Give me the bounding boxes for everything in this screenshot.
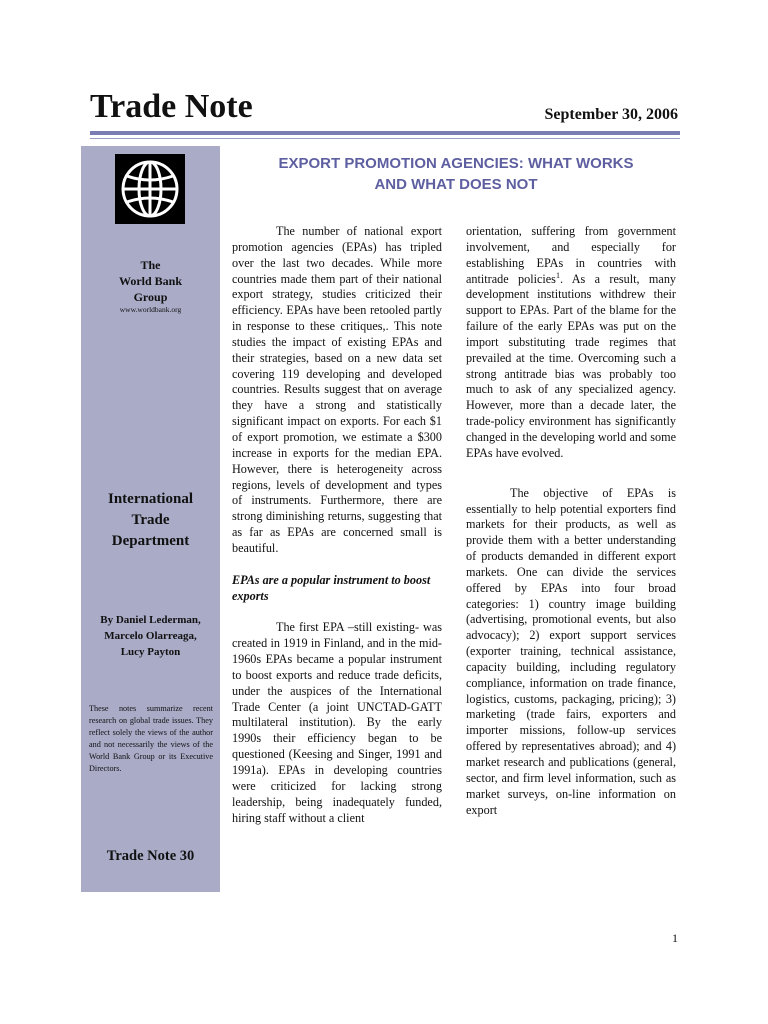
department-name: International Trade Department bbox=[107, 491, 193, 549]
masthead-rule-thin bbox=[90, 138, 680, 139]
paragraph-continued: orientation, suffering from government involvement, and especially for establishing EPAs in countries with antitrade policies$^1$. As a result, many development institutions withdrew their support to EPAs. Part of the blame for the failure of the early EPAs was put on the import substituting trade regimes that prevailed at the time. Overcoming such a strong antitrade bias was probably too much to ask of any specialized agency. However, more than a decade later, the trade-policy environment has significantly changed in the developing world and some EPAs have evolved. bbox=[466, 224, 677, 460]
body-column-left bbox=[232, 224, 442, 826]
organization-name: The World Bank Group bbox=[118, 258, 183, 304]
masthead-title: Trade Note bbox=[90, 88, 253, 125]
article-headline: EXPORT PROMOTION AGENCIES: WHAT WORKS AND WHAT DOES NOT bbox=[278, 155, 634, 193]
section-subheading: EPAs are a popular instrument to boost exports bbox=[232, 572, 431, 603]
footnote-marker[interactable]: 1 bbox=[555, 270, 560, 280]
publication-date: September 30, 2006 bbox=[544, 106, 678, 123]
authors: By Daniel Lederman, Marcelo Olarreaga, Lucy Payton bbox=[100, 614, 201, 658]
paragraph-intro: The number of national export promotion agencies (EPAs) has tripled over the last two decades. While more countries made them part of their national export strategy, studies criticized their efficiency. EPAs have been retooled partly in response to these critiques,. This note studies the impact of existing EPAs and their strategies, based on a new data set covering 119 developing and developed countries. Results suggest that on average they have a strong and statistically significant impact on exports. For each $1 of export promotion, we estimate a $300 increase in exports for the median EPA. However, there is heterogeneity across regions, levels of development and types of instruments. Furthermore, there are strong diminishing returns, suggesting that as far as EPAs are concerned small is beautiful. bbox=[232, 224, 442, 555]
world-bank-globe-icon bbox=[115, 154, 185, 224]
paragraph-objectives: The objective of EPAs is essentially to help potential exporters find markets for their products, as well as provide them with a better understanding of products demanded in different export markets. One can divide the services offered by EPAs into four broad categories: 1) country image building (advertising, promotional events, but also advocacy); 2) export support services (exporter training, technical assistance, capacity building, including regulatory compliance, information on trade finance, logistics, customs, packaging, pricing); 3) marketing (trade fairs, exporters and importer missions, follow-up services offered by representatives abroad); and 4) market research and publications (general, sector, and firm level information, such as market surveys, on-line information on export bbox=[466, 485, 676, 817]
page-number: 1 bbox=[672, 931, 678, 945]
sidebar bbox=[81, 146, 220, 892]
paragraph-history: The first EPA –still existing- was created in 1919 in Finland, and in the mid-1960s EPAs became a popular instrument to boost exports and reduce trade deficits, under the auspices of the International Trade Center (a joint UNCTAD-GATT multilateral institution). By the early 1990s their efficiency began to be questioned (Keesing and Singer, 1991 and 1991a). EPAs in developing countries were criticized for lacking strong leadership, being inadequately funded, hiring staff without a client bbox=[232, 620, 442, 825]
body-column-right bbox=[466, 224, 676, 818]
disclaimer-note: These notes summarize recent research on global trade issues. They reflect solely the views of the author and not necessarily the views of the World Bank Group or its Executive Directors. bbox=[89, 704, 213, 773]
masthead-rule-thick bbox=[90, 131, 680, 135]
organization-url: www.worldbank.org bbox=[119, 305, 182, 314]
trade-note-number: Trade Note 30 bbox=[106, 848, 195, 864]
